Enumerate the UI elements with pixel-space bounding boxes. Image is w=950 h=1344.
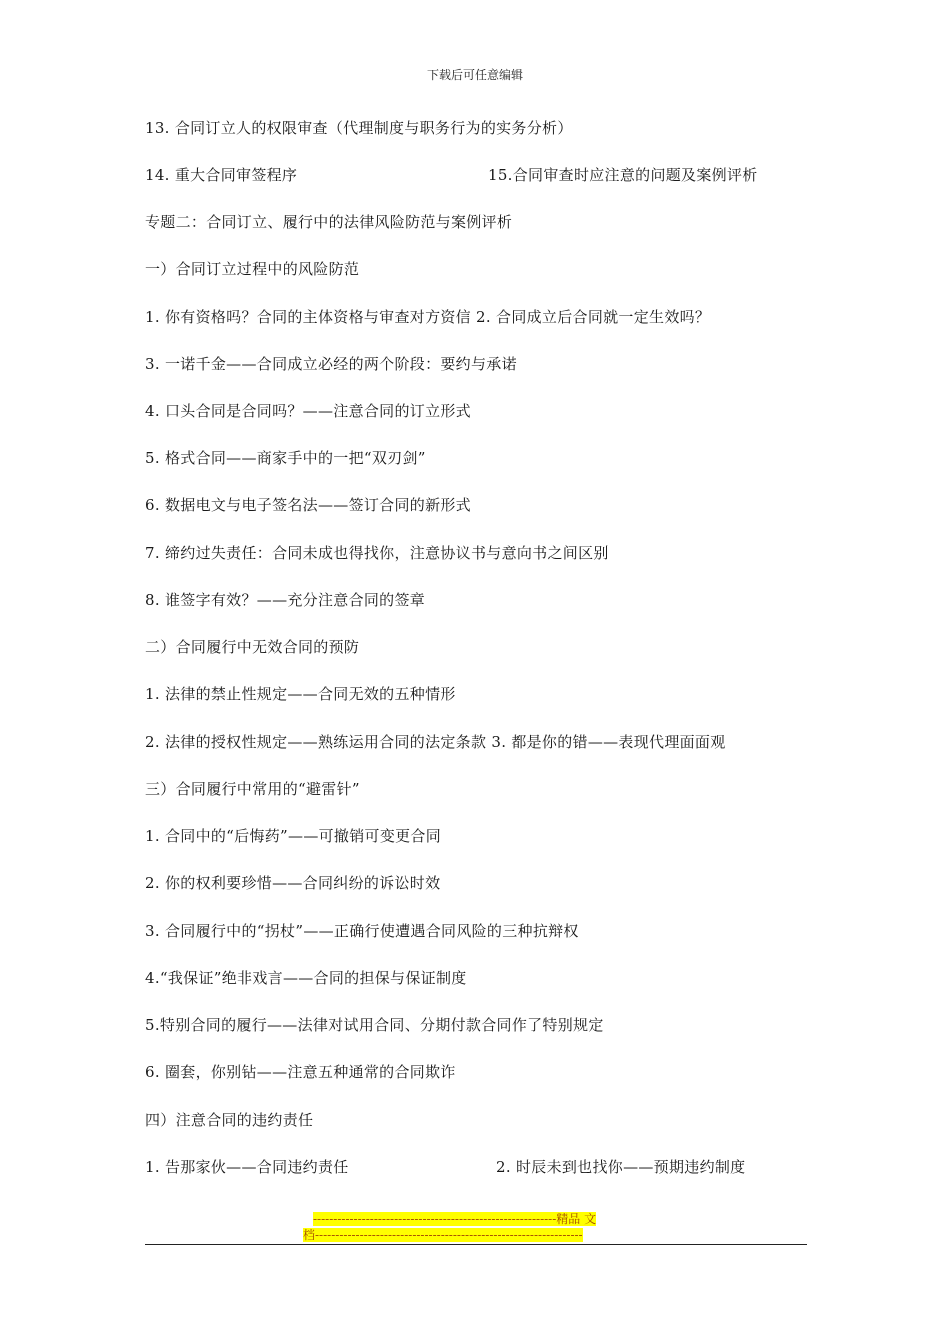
section-three-item-4: 4.“我保证”绝非戏言——合同的担保与保证制度 bbox=[145, 969, 467, 987]
section-one-item-6: 6. 数据电文与电子签名法——签订合同的新形式 bbox=[145, 496, 471, 514]
section-two-heading: 二）合同履行中无效合同的预防 bbox=[145, 638, 360, 656]
section-one-item-1-2: 1. 你有资格吗？合同的主体资格与审查对方资信 2. 合同成立后合同就一定生效吗？ bbox=[145, 308, 711, 326]
section-four-item-2: 2. 时辰未到也找你——预期违约制度 bbox=[496, 1158, 746, 1176]
section-three-item-2: 2. 你的权利要珍惜——合同纠纷的诉讼时效 bbox=[145, 874, 441, 892]
footer-line-1: ------------------------------------------------------------精品 文 bbox=[313, 1212, 597, 1226]
footer-divider bbox=[145, 1244, 807, 1245]
item-13: 13. 合同订立人的权限审查（代理制度与职务行为的实务分析） bbox=[145, 119, 573, 137]
section-three-item-5: 5.特别合同的履行——法律对试用合同、分期付款合同作了特别规定 bbox=[145, 1016, 604, 1034]
item-14-15: 14. 重大合同审签程序 15.合同审查时应注意的问题及案例评析 bbox=[145, 166, 758, 184]
section-one-item-3: 3. 一诺千金——合同成立必经的两个阶段：要约与承诺 bbox=[145, 355, 517, 373]
footer-line-2: 档------------------------------------------------------------------ bbox=[303, 1228, 583, 1242]
page-header: 下载后可任意编辑 bbox=[426, 68, 523, 82]
section-one-item-7: 7. 缔约过失责任：合同未成也得找你，注意协议书与意向书之间区别 bbox=[145, 544, 609, 562]
section-two-item-1: 1. 法律的禁止性规定——合同无效的五种情形 bbox=[145, 685, 456, 703]
section-two-item-2-3: 2. 法律的授权性规定——熟练运用合同的法定条款 3. 都是你的错——表现代理面面观 bbox=[145, 733, 726, 751]
section-one-heading: 一）合同订立过程中的风险防范 bbox=[145, 260, 360, 278]
section-one-item-4: 4. 口头合同是合同吗？——注意合同的订立形式 bbox=[145, 402, 471, 420]
section-three-item-3: 3. 合同履行中的“拐杖”——正确行使遭遇合同风险的三种抗辩权 bbox=[145, 922, 579, 940]
section-three-heading: 三）合同履行中常用的“避雷针” bbox=[145, 780, 360, 798]
item-15: 15.合同审查时应注意的问题及案例评析 bbox=[488, 166, 758, 184]
section-four-item-1-2: 1. 告那家伙——合同违约责任 2. 时辰未到也找你——预期违约制度 bbox=[145, 1158, 746, 1176]
section-one-item-8: 8. 谁签字有效？——充分注意合同的签章 bbox=[145, 591, 426, 609]
section-one-item-5: 5. 格式合同——商家手中的一把“双刃剑” bbox=[145, 449, 426, 467]
section-three-item-1: 1. 合同中的“后悔药”——可撤销可变更合同 bbox=[145, 827, 442, 845]
section-four-heading: 四）注意合同的违约责任 bbox=[145, 1111, 314, 1129]
page-footer bbox=[145, 1212, 807, 1246]
section-three-item-6: 6. 圈套，你别钻——注意五种通常的合同欺诈 bbox=[145, 1063, 456, 1081]
topic-two-heading: 专题二：合同订立、履行中的法律风险防范与案例评析 bbox=[145, 213, 513, 231]
